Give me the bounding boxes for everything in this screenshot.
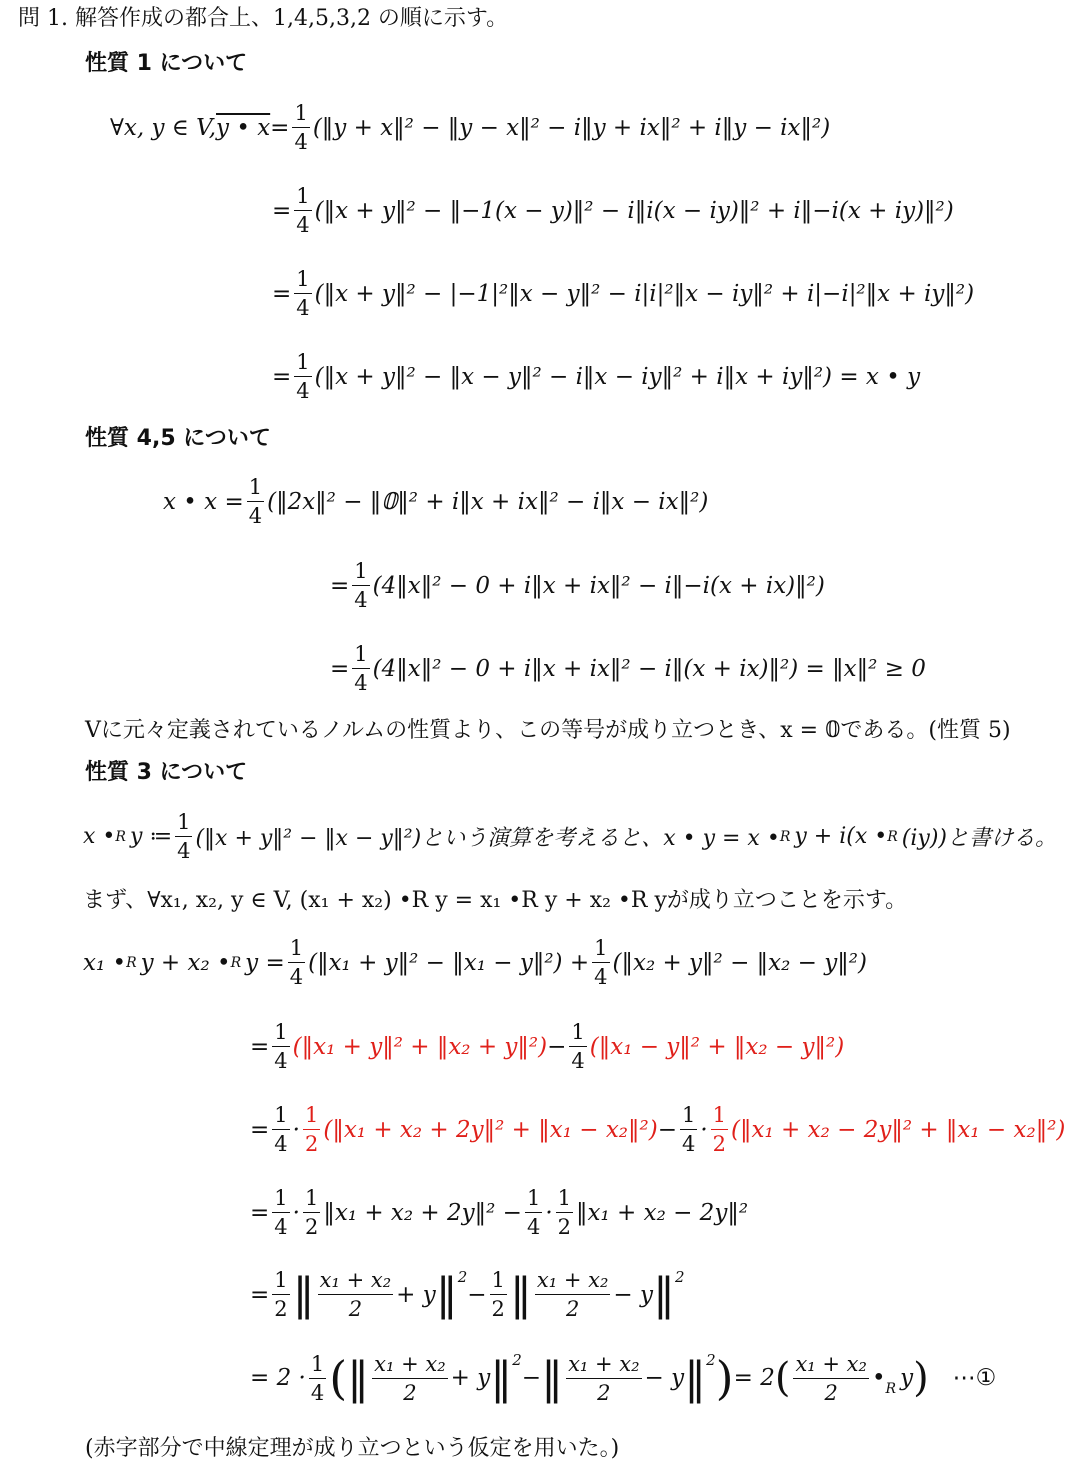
fraction-one-quarter: $\frac{1}{4}$ (177, 810, 191, 863)
norm-bar-right: ‖ (652, 1269, 675, 1320)
eq1-conjugate: y • x (216, 114, 271, 141)
eq3-line-6: = 2 · $\frac{1}{4}$ ( ‖ $\frac{\text{x₁ + x₂}}{2}$ + y ‖ $^2$ − ‖ $\frac{\text{x₁ + x₂}}{2}$ − y ‖ $^2$ ) = 2 ( $\frac{\text{x₁ + x₂}}{2}$ • $_R$ y ) ⋯① (250, 1351, 997, 1405)
fraction-one-quarter: $\frac{1}{4}$ (294, 101, 308, 154)
fraction-midpoint: $\frac{\text{x₁ + x₂}}{2}$ (568, 1351, 640, 1405)
fraction-one-quarter: $\frac{1}{4}$ (594, 936, 608, 989)
eq1-line-4: = $\frac{1}{4}$ (‖x + y‖² − ‖x − y‖² − i‖x − iy‖² + i‖x + iy‖²) = x • y (272, 350, 921, 403)
fraction-one-quarter: $\frac{1}{4}$ (248, 475, 263, 528)
eq45-line-2: = $\frac{1}{4}$ (4‖x‖² − 0 + i‖x + ix‖² − i‖−i(x + ix)‖²) (330, 559, 825, 612)
eq3-line-2: = $\frac{1}{4}$ (‖x₁ + y‖² + ‖x₂ + y‖²) − $\frac{1}{4}$ (‖x₁ − y‖² + ‖x₂ − y‖²) (250, 1020, 845, 1073)
fraction-one-quarter: $\frac{1}{4}$ (296, 184, 310, 237)
real-part-definition: x • R y ≔ $\frac{1}{4}$ (‖x + y‖² − ‖x − y‖²)という演算を考えると、x • y = x • R y + i(x • R (iy))と書ける。 (83, 810, 1057, 863)
eq1-equals: = (270, 114, 290, 141)
heading-property-4-5: 性質 4,5 について (85, 426, 271, 451)
eq1-line-3: = $\frac{1}{4}$ (‖x + y‖² − |−1|²‖x − y‖² − i|i|²‖x − iy‖² + i|−i|²‖x + iy‖²) (272, 267, 975, 320)
fraction-midpoint: $\frac{\text{x₁ + x₂}}{2}$ (795, 1351, 867, 1405)
red-parallelogram-term: (‖x₁ + y‖² + ‖x₂ + y‖²) (292, 1033, 548, 1060)
eq45-lhs: x • x = (163, 488, 244, 515)
norm-bar-right: ‖ (435, 1269, 458, 1320)
norm-bar-left: ‖ (292, 1269, 315, 1320)
fraction-one-half: $\frac{1}{2}$ (304, 1186, 319, 1239)
fraction-one-quarter: $\frac{1}{4}$ (274, 1020, 288, 1073)
fraction-one-half: $\frac{1}{2}$ (274, 1268, 288, 1321)
eq1-line-2: = $\frac{1}{4}$ (‖x + y‖² − ‖−1(x − y)‖² − i‖i(x − iy)‖² + i‖−i(x + iy)‖²) (272, 184, 954, 237)
eq1-rhs: (‖x + y‖² − ‖x − y‖² − i‖x − iy‖² + i‖x + iy‖²) = x • y (314, 363, 921, 390)
fraction-one-quarter: $\frac{1}{4}$ (571, 1020, 585, 1073)
fraction-one-quarter: $\frac{1}{4}$ (354, 642, 368, 695)
eq3-line-3: = $\frac{1}{4}$ · $\frac{1}{2}$ (‖x₁ + x₂ + 2y‖² + ‖x₁ − x₂‖²) − $\frac{1}{4}$ · $\frac{1}{2}$ (‖x₁ + x₂ − 2y‖² + ‖x₁ − x₂‖²) (250, 1103, 1066, 1156)
additivity-claim: まず、∀x₁, x₂, y ∈ V, (x₁ + x₂) •R y = x₁ •R y + x₂ •R yが成り立つことを示す。 (83, 888, 908, 913)
fraction-one-quarter: $\frac{1}{4}$ (526, 1186, 541, 1239)
eq45-rhs: (‖2x‖² − ‖𝟘‖² + i‖x + ix‖² − i‖x − ix‖²) (267, 488, 709, 515)
fraction-one-half: $\frac{1}{2}$ (557, 1186, 572, 1239)
fraction-one-quarter: $\frac{1}{4}$ (274, 1103, 288, 1156)
fraction-one-quarter: $\frac{1}{4}$ (681, 1103, 696, 1156)
fraction-one-quarter: $\frac{1}{4}$ (296, 267, 310, 320)
fraction-one-quarter: $\frac{1}{4}$ (274, 1186, 288, 1239)
eq1-rhs: (‖x + y‖² − |−1|²‖x − y‖² − i|i|²‖x − iy‖² + i|−i|²‖x + iy‖²) (314, 280, 975, 307)
fraction-one-quarter: $\frac{1}{4}$ (289, 936, 304, 989)
eq1-rhs: (‖y + x‖² − ‖y − x‖² − i‖y + ix‖² + i‖y − ix‖²) (312, 114, 831, 141)
eq3-line-4: = $\frac{1}{4}$ · $\frac{1}{2}$ ‖x₁ + x₂ + 2y‖² − $\frac{1}{4}$ · $\frac{1}{2}$ ‖x₁ + x₂ − 2y‖² (250, 1186, 749, 1239)
eq1-lhs: ∀x, y ∈ V, (110, 114, 217, 141)
fraction-midpoint: $\frac{\text{x₁ + x₂}}{2}$ (319, 1268, 392, 1321)
property-5-note: Vに元々定義されているノルムの性質より、この等号が成り立つとき、x = 𝟘である。(性質 5) (85, 718, 1011, 743)
eq45-line-1 (163, 475, 708, 528)
heading-property-1: 性質 1 について (85, 51, 248, 76)
fraction-one-quarter: $\frac{1}{4}$ (296, 350, 310, 403)
fraction-one-quarter: $\frac{1}{4}$ (354, 559, 368, 612)
intro-line: 問 1. 解答作成の都合上、1,4,5,3,2 の順に示す。 (18, 6, 509, 31)
fraction-midpoint: $\frac{\text{x₁ + x₂}}{2}$ (536, 1268, 609, 1321)
eq45-rhs: (4‖x‖² − 0 + i‖x + ix‖² − i‖(x + ix)‖²) = ‖x‖² ≥ 0 (372, 655, 926, 682)
red-parallelogram-term: $\frac{1}{2}$ (‖x₁ + x₂ + 2y‖² + ‖x₁ − x₂‖²) (304, 1103, 658, 1156)
fraction-one-quarter: $\frac{1}{4}$ (310, 1351, 325, 1405)
fraction-midpoint: $\frac{\text{x₁ + x₂}}{2}$ (374, 1351, 446, 1405)
red-parallelogram-term: $\frac{1}{2}$ (‖x₁ + x₂ − 2y‖² + ‖x₁ − x₂‖²) (712, 1103, 1066, 1156)
red-parallelogram-term: (‖x₁ − y‖² + ‖x₂ − y‖²) (589, 1033, 845, 1060)
eq3-line-5: = $\frac{1}{2}$ ‖ $\frac{\text{x₁ + x₂}}{2}$ + y ‖ $^2$ − $\frac{1}{2}$ ‖ $\frac{\text{x₁ + x₂}}{2}$ − y ‖ $^2$ (250, 1268, 685, 1321)
eq45-rhs: (4‖x‖² − 0 + i‖x + ix‖² − i‖−i(x + ix)‖²) (372, 572, 825, 599)
norm-bar-left: ‖ (509, 1269, 532, 1320)
eq3-line-1: x₁ • R y + x₂ • R y = $\frac{1}{4}$ (‖x₁ + y‖² − ‖x₁ − y‖²) + $\frac{1}{4}$ (‖x₂ + y‖² − ‖x₂ − y‖²) (83, 936, 867, 989)
heading-property-3: 性質 3 について (85, 760, 248, 785)
fraction-one-half: $\frac{1}{2}$ (491, 1268, 505, 1321)
circled-one-marker: ⋯① (952, 1365, 997, 1391)
footnote: (赤字部分で中線定理が成り立つという仮定を用いた。) (85, 1436, 620, 1461)
eq45-line-3: = $\frac{1}{4}$ (4‖x‖² − 0 + i‖x + ix‖² − i‖(x + ix)‖²) = ‖x‖² ≥ 0 (330, 642, 926, 695)
eq1-rhs: (‖x + y‖² − ‖−1(x − y)‖² − i‖i(x − iy)‖² + i‖−i(x + iy)‖²) (314, 197, 954, 224)
eq1-line-1 (110, 101, 830, 154)
